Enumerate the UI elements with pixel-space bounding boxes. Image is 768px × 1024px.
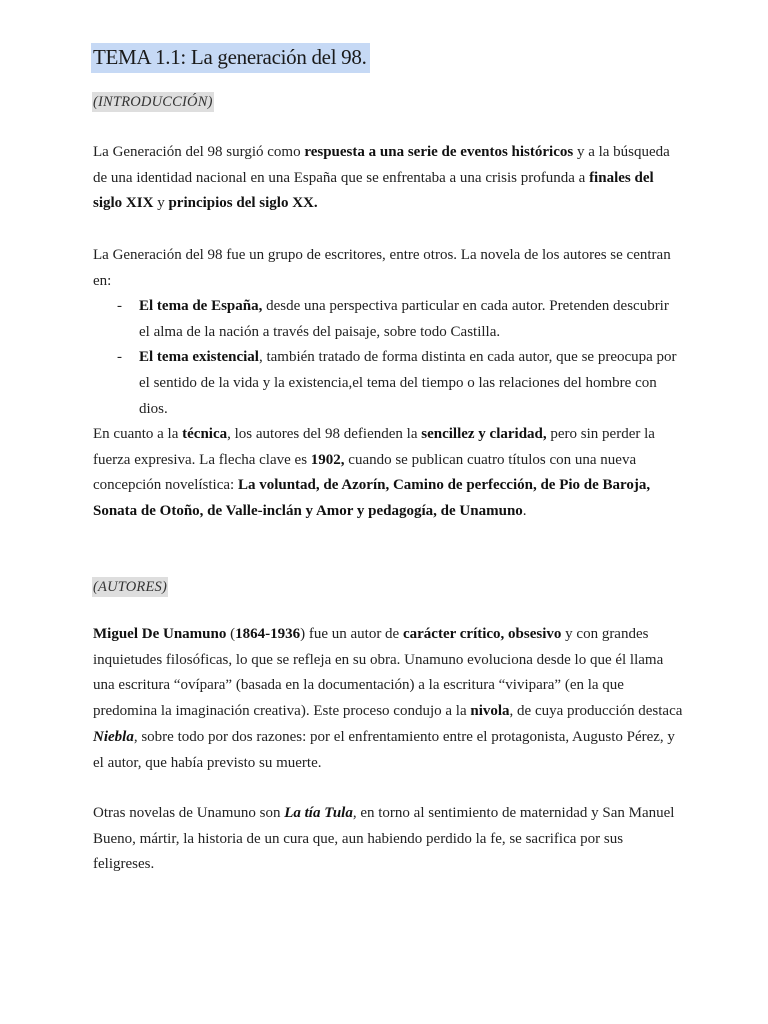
themes-list: [93, 294, 683, 423]
page-title: TEMA 1.1: La generación del 98.: [91, 43, 370, 73]
paragraph-otras-novelas: Otras novelas de Unamuno son La tía Tula, en torno al sentimiento de maternidad y San Manuel Bueno, mártir, la historia de un cura que, aun habiendo perdido la fe, se sacrifica por sus feligreses.: [93, 805, 675, 873]
list-dash: -: [117, 298, 122, 314]
paragraph-intro: La Generación del 98 surgió como respuesta a una serie de eventos históricos y a la búsqueda de una identidad nacional en una España que se enfrentaba a una crisis profunda a finales del siglo XIX y principios del siglo XX.: [93, 144, 670, 212]
paragraph-tecnica: En cuanto a la técnica, los autores del 98 defienden la sencillez y claridad, pero sin perder la fuerza expresiva. La flecha clave es 1902, cuando se publican cuatro títulos con una nueva concepción novelística: La voluntad, de Azorín, Camino de perfección, de Pio de Baroja, Sonata de Otoño, de Valle-inclán y Amor y pedagogía, de Unamuno.: [93, 426, 655, 520]
paragraph-unamuno: Miguel De Unamuno (1864-1936) fue un autor de carácter crítico, obsesivo y con grandes inquietudes filosóficas, lo que se refleja en su obra. Unamuno evoluciona desde lo que él llama una escritura “ovípara” (basada en la documentación) a la escritura “vivipara” (en la que predomina la imaginación creativa). Este proceso condujo a la nivola, de cuya producción destaca Niebla, sobre todo por dos razones: por el enfrentamiento entre el protagonista, Augusto Pérez, y el autor, que había previsto su muerte.: [93, 626, 683, 771]
paragraph-novela-temas: La Generación del 98 fue un grupo de escritores, entre otros. La novela de los autores se centran en:: [93, 247, 671, 289]
list-item: - El tema existencial, también tratado de forma distinta en cada autor, que se preocupa por el sentido de la vida y la existencia,el tema del tiempo o las relaciones del hombre con dios.: [93, 345, 683, 422]
list-dash: -: [117, 349, 122, 366]
section-tag-introduccion: (INTRODUCCIÓN): [93, 94, 213, 110]
list-item: - El tema de España, desde una perspectiva particular en cada autor. Pretenden descubrir el alma de la nación a través del paisaje, sobre todo Castilla.: [93, 294, 683, 345]
section-tag-autores: (AUTORES): [93, 579, 168, 595]
